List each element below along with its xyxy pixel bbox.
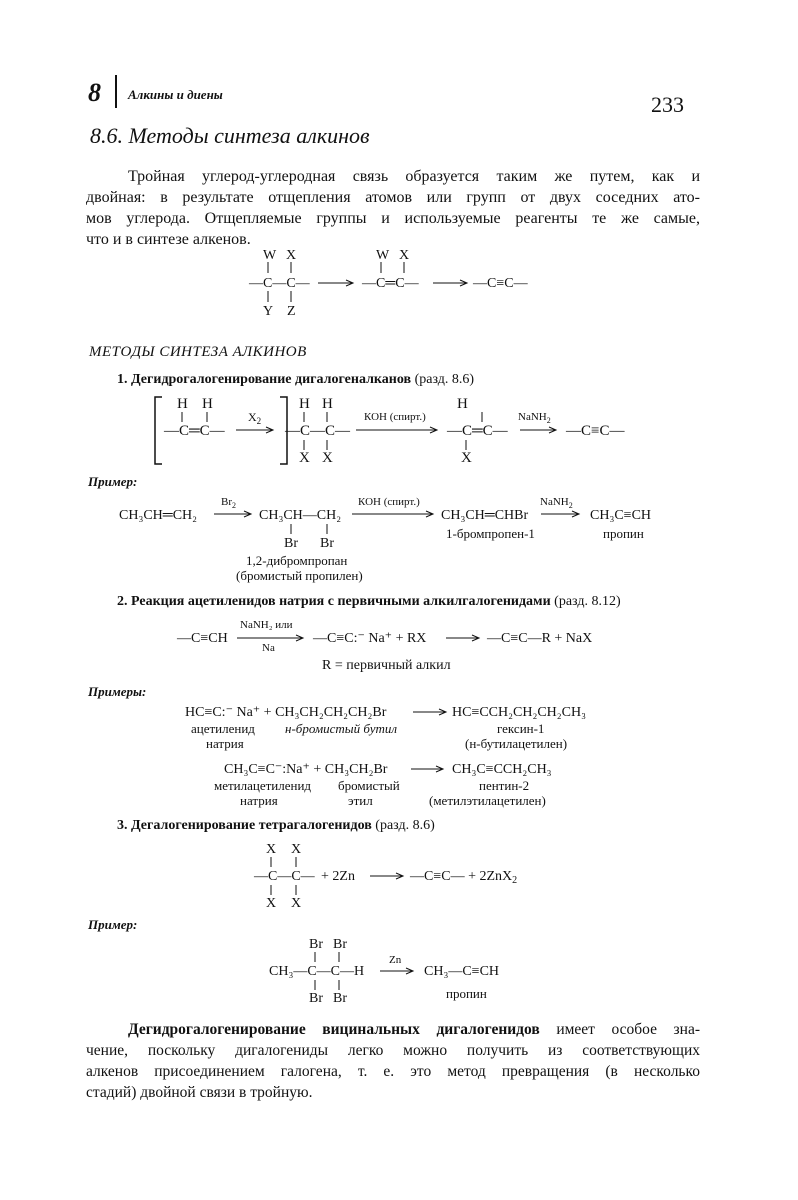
m1e-br2: $Br_2$ xyxy=(221,496,236,510)
m2e2-bromide-name-2: этил xyxy=(348,793,373,808)
intro-line-3: мов углерода. Отщепляемые группы и используемые реагенты те же самые, xyxy=(86,210,700,227)
m3-X-1: X xyxy=(266,842,277,857)
m2e1-bromide-name: н-бромистый бутил xyxy=(285,721,398,736)
m2e1-acetylide-name-1: ацетиленид xyxy=(191,721,255,736)
m1e-vinyl-name: 1-бромпропен-1 xyxy=(446,526,535,541)
closing-line-4: стадий) двойной связи в тройную. xyxy=(86,1084,313,1101)
scheme-chain-1: —C—C— xyxy=(249,276,310,291)
m3e-br-3: Br xyxy=(309,991,323,1006)
m1-H-4: H xyxy=(322,396,333,412)
chapter-title: Алкины и диены xyxy=(128,87,223,102)
m2e2-bromide-name-1: бромистый xyxy=(338,778,400,793)
m1-koh: КОН (спирт.) xyxy=(364,411,426,423)
m2e2-left: CH₃C≡C⁻:Na⁺ + CH₃CH₂Br xyxy=(224,762,388,777)
m3e-product: CH₃—C≡CH xyxy=(424,964,500,979)
method3-title: 3. Дегалогенирование тетрагалогенидов xyxy=(117,818,372,833)
intro-line-1: Тройная углерод-углеродная связь образуется таким же путем, как и xyxy=(128,168,700,185)
m2-product: —C≡C—R + NaX xyxy=(487,631,593,646)
closing-line-2: чение, поскольку дигалогениды легко можно получить из соответствующих xyxy=(86,1042,700,1059)
m1e-product-name: пропин xyxy=(603,526,644,541)
closing-line-1-rest: имеет особое зна- xyxy=(539,1021,700,1038)
m2e1-right: HC≡CCH₂CH₂CH₂CH₃ xyxy=(452,705,586,720)
m3-X-4: X xyxy=(291,896,302,911)
m2e1-product-name-2: (н-бутилацетилен) xyxy=(465,736,568,751)
sub-W-2: W xyxy=(376,248,390,263)
m1e-product: CH₃C≡CH xyxy=(590,508,652,523)
m2e2-product-name-2: (метилэтилацетилен) xyxy=(429,793,546,808)
m3-chain: —C—C— xyxy=(254,869,315,884)
m1-x2: $X_2$ xyxy=(248,410,262,426)
m1-H-5: H xyxy=(457,396,468,412)
m3e-br-1: Br xyxy=(309,937,323,952)
m1e-vinyl-bromide: CH₃CH═CHBr xyxy=(441,508,529,523)
methods-heading: МЕТОДЫ СИНТЕЗА АЛКИНОВ xyxy=(89,344,307,360)
m1e-koh: КОН (спирт.) xyxy=(358,496,420,508)
m2-reactant: —C≡CH xyxy=(177,631,228,646)
m2e2-acetylide-name-1: метилацетиленид xyxy=(214,778,312,793)
m2-reagent-top: NaNH₂ или xyxy=(240,619,293,631)
m1-H-3: H xyxy=(299,396,310,412)
section-title: 8.6. Методы синтеза алкинов xyxy=(90,123,370,148)
method2-ref: (разд. 8.12) xyxy=(554,594,621,609)
scheme-product: —C≡C— xyxy=(473,276,528,291)
method1-example-label: Пример: xyxy=(88,474,138,489)
m1e-name-2: (бромистый пропилен) xyxy=(236,568,363,583)
closing-line-3: алкенов присоединением галогена, т. е. это метод превращения (в несколько xyxy=(86,1063,700,1080)
m3-X-2: X xyxy=(291,842,302,857)
m1e-reactant: CH₃CH═CH₂ xyxy=(119,508,198,523)
sub-Y: Y xyxy=(263,304,274,319)
m1-alkene: —C═C— xyxy=(164,423,225,439)
m3e-reactant: CH₃—C—C—H xyxy=(269,964,365,979)
m2e1-left: HC≡C:⁻ Na⁺ + CH₃CH₂CH₂CH₂Br xyxy=(185,705,387,720)
m1-X-3: X xyxy=(461,450,472,466)
m2e2-acetylide-name-2: натрия xyxy=(240,793,278,808)
m1-nanh2: NaNH$_2$ xyxy=(518,411,551,425)
sub-Z: Z xyxy=(287,304,296,319)
method1-ref: (разд. 8.6) xyxy=(414,372,475,387)
method1-title: 1. Дегидрогалогенирование дигалогеналканов xyxy=(117,372,412,387)
closing-line-1 xyxy=(86,1019,700,1040)
page-number: 233 xyxy=(651,92,684,117)
m3-X-3: X xyxy=(266,896,277,911)
method2-title: 2. Реакция ацетиленидов натрия с первичными алкилгалогенидами xyxy=(117,594,551,609)
m1e-br-2: Br xyxy=(320,536,334,551)
m2e1-acetylide-name-2: натрия xyxy=(206,736,244,751)
scheme-chain-2: —C═C— xyxy=(362,276,419,291)
m1-vinyl: —C═C— xyxy=(447,423,508,439)
m1-product: —C≡C— xyxy=(566,423,625,439)
intro-line-4: что и в синтезе алкенов. xyxy=(86,231,251,248)
m1e-name-1: 1,2-дибромпропан xyxy=(246,553,348,568)
closing-paragraph xyxy=(86,1019,700,1103)
m1e-br-1: Br xyxy=(284,536,298,551)
m2e2-product-name-1: пентин-2 xyxy=(479,778,530,793)
m2e1-product-name-1: гексин-1 xyxy=(497,721,545,736)
sub-W: W xyxy=(263,248,277,263)
m1e-intermediate: CH₃CH—CH₂ xyxy=(259,508,342,523)
closing-bold-phrase: Дегидрогалогенирование вицинальных дигалогенидов xyxy=(128,1021,540,1038)
m1e-nanh2: NaNH$_2$ xyxy=(540,496,573,510)
m3e-br-4: Br xyxy=(333,991,347,1006)
m1-alkane: —C—C— xyxy=(285,423,351,439)
intro-line-2: двойная: в результате отщепления атомов или групп от двух соседних ато- xyxy=(86,189,700,206)
m2-acetylide: —C≡C:⁻ Na⁺ + RX xyxy=(313,631,427,646)
method3-example-label: Пример: xyxy=(88,917,138,932)
m3e-br-2: Br xyxy=(333,937,347,952)
m2-reagent-bottom: Na xyxy=(262,642,275,654)
sub-X: X xyxy=(286,248,297,263)
m1-X-2: X xyxy=(322,450,333,466)
m2e2-right: CH₃C≡CCH₂CH₃ xyxy=(452,762,552,777)
m1-H-1: H xyxy=(177,396,188,412)
m3-product: —C≡C— + 2ZnX$_2$ xyxy=(410,869,518,886)
m3e-product-name: пропин xyxy=(446,986,487,1001)
m2-note: R = первичный алкил xyxy=(322,658,451,673)
sub-X-2: X xyxy=(399,248,410,263)
method3-ref: (разд. 8.6) xyxy=(375,818,435,833)
m3e-zn: Zn xyxy=(389,954,402,966)
m3-zn: + 2Zn xyxy=(321,869,355,884)
chapter-number: 8 xyxy=(88,78,101,107)
method2-examples-label: Примеры: xyxy=(88,684,147,699)
m1-H-2: H xyxy=(202,396,213,412)
m1-X-1: X xyxy=(299,450,310,466)
